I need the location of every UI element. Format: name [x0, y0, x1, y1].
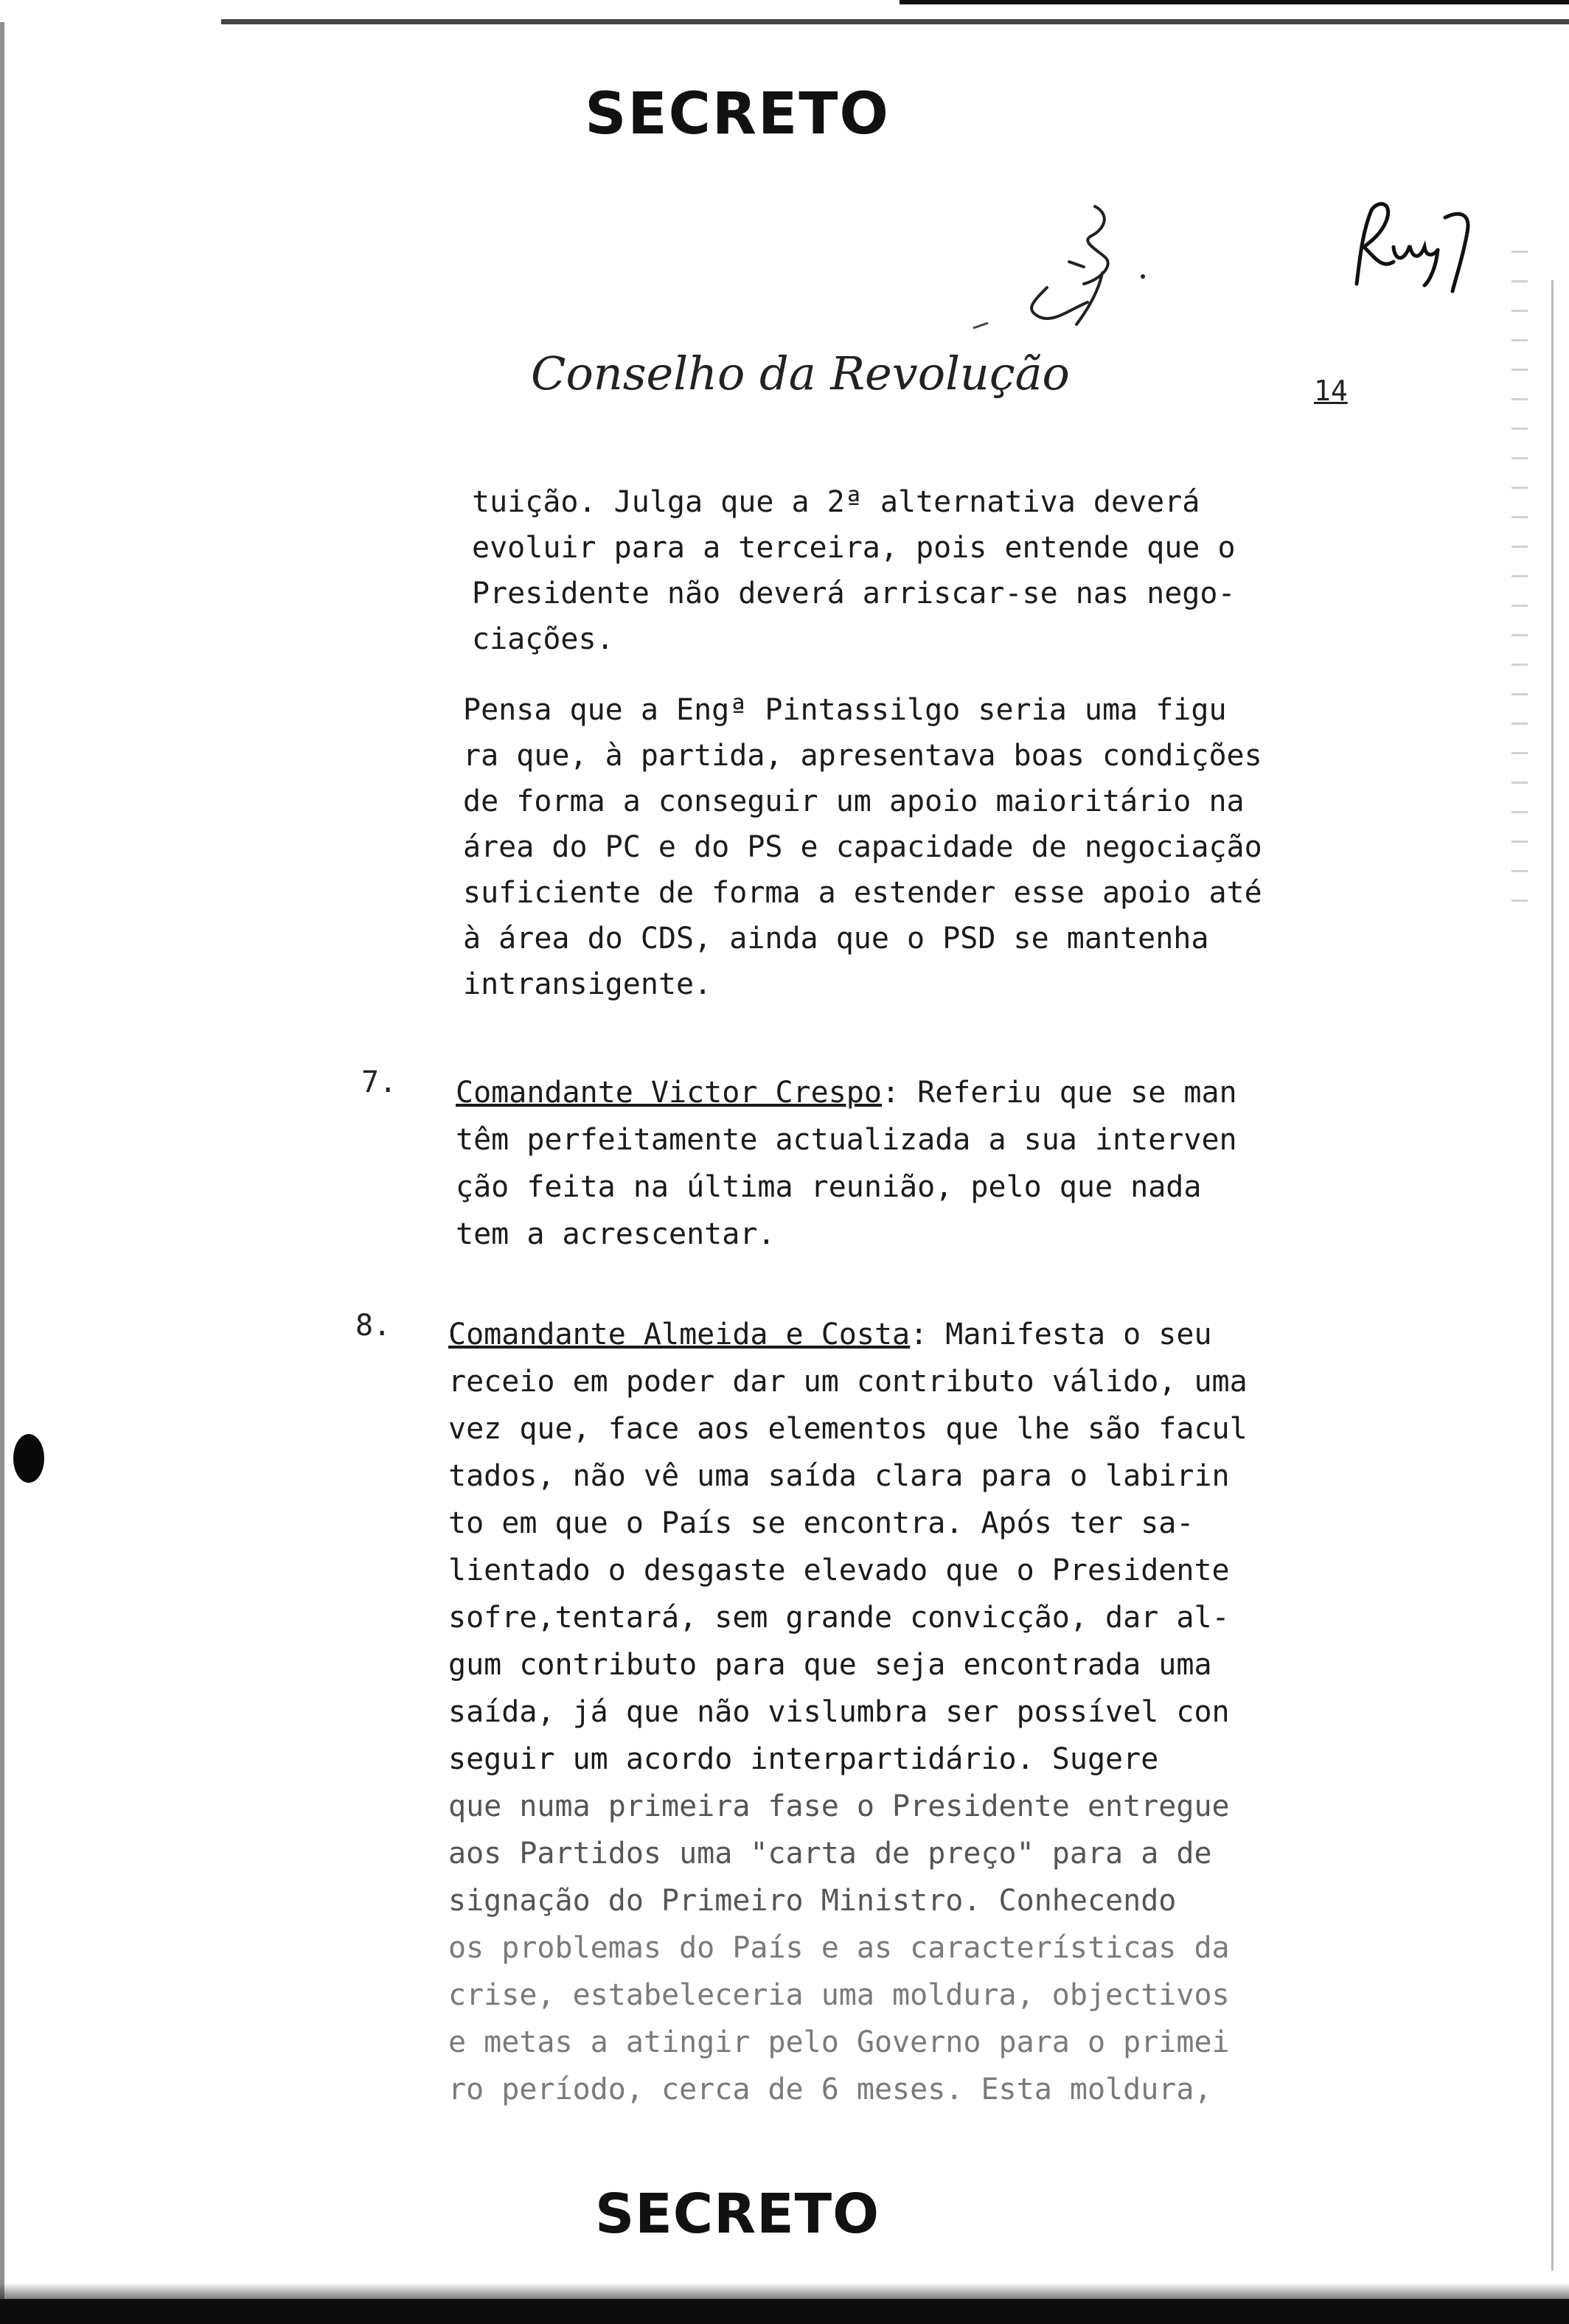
letterhead-title: Conselho da Revolução [531, 347, 1070, 400]
scan-edge-left [0, 22, 4, 2300]
item-7-text: : Referiu que se man têm perfeitamente actualizada a sua interven ção feita na última reunião, pelo que nada tem a acrescentar. [456, 1076, 1237, 1251]
speaker-name: Comandante Almeida e Costa [448, 1318, 911, 1351]
classification-stamp-bottom: SECRETO [594, 2182, 880, 2246]
scan-margin-marks [1511, 251, 1528, 914]
page-number: 14 [1314, 375, 1348, 407]
item-8-body [448, 1311, 1311, 2113]
item-8-text-a: : Manifesta o seu receio em poder dar um contributo válido, uma vez que, face aos elementos que lhe são facul tados, não vê uma saída clara para o labirin to em que o País se encontra. Após ter sa- lientado o desgaste elevado que o Presidente sofre,tentará, sem grande convicção, dar al- gum contributo para que seja encontrada uma saída, já que não vislumbra ser possível con seguir um acordo interpartidário. Sugere [448, 1318, 1248, 1776]
speaker-name: Comandante Victor Crespo [456, 1076, 882, 1110]
paragraph-pintassilgo: Pensa que a Engª Pintassilgo seria uma figu ra que, à partida, apresentava boas condições de forma a conseguir um apoio maioritário na área do PC e do PS e capacidade de negociação suficiente de forma a estender esse apoio até à área do CDS, ainda que o PSD se mantenha intransigente. [463, 693, 1262, 1001]
scan-edge-bottom [0, 2299, 1569, 2324]
handwritten-initials-signature [959, 199, 1165, 339]
item-number-7: 7. [361, 1065, 397, 1099]
scan-edge-top [900, 0, 1569, 4]
classification-stamp-top: SECRETO [585, 81, 890, 147]
item-8-text-c: os problemas do País e as características da crise, estabeleceria uma moldura, objectivos e metas a atingir pelo Governo para o primei ro período, cerca de 6 meses. Esta moldura, [448, 1931, 1230, 2106]
scan-edge-right [1551, 280, 1554, 2271]
punch-hole [13, 1434, 44, 1483]
handwritten-rubric-signature [1342, 188, 1482, 299]
item-8-text-b: que numa primeira fase o Presidente entregue aos Partidos uma "carta de preço" para a de signação do Primeiro Ministro. Conhecendo [448, 1789, 1230, 1918]
scan-rule-top [221, 19, 1569, 24]
paragraph-continuation: tuição. Julga que a 2ª alternativa deverá evoluir para a terceira, pois entende que o Presidente não deverá arriscar-se nas nego- ciações. [472, 485, 1236, 656]
item-number-8: 8. [355, 1309, 392, 1343]
item-7-body [456, 1069, 1311, 1258]
scan-shadow-bottom [0, 2283, 1569, 2300]
